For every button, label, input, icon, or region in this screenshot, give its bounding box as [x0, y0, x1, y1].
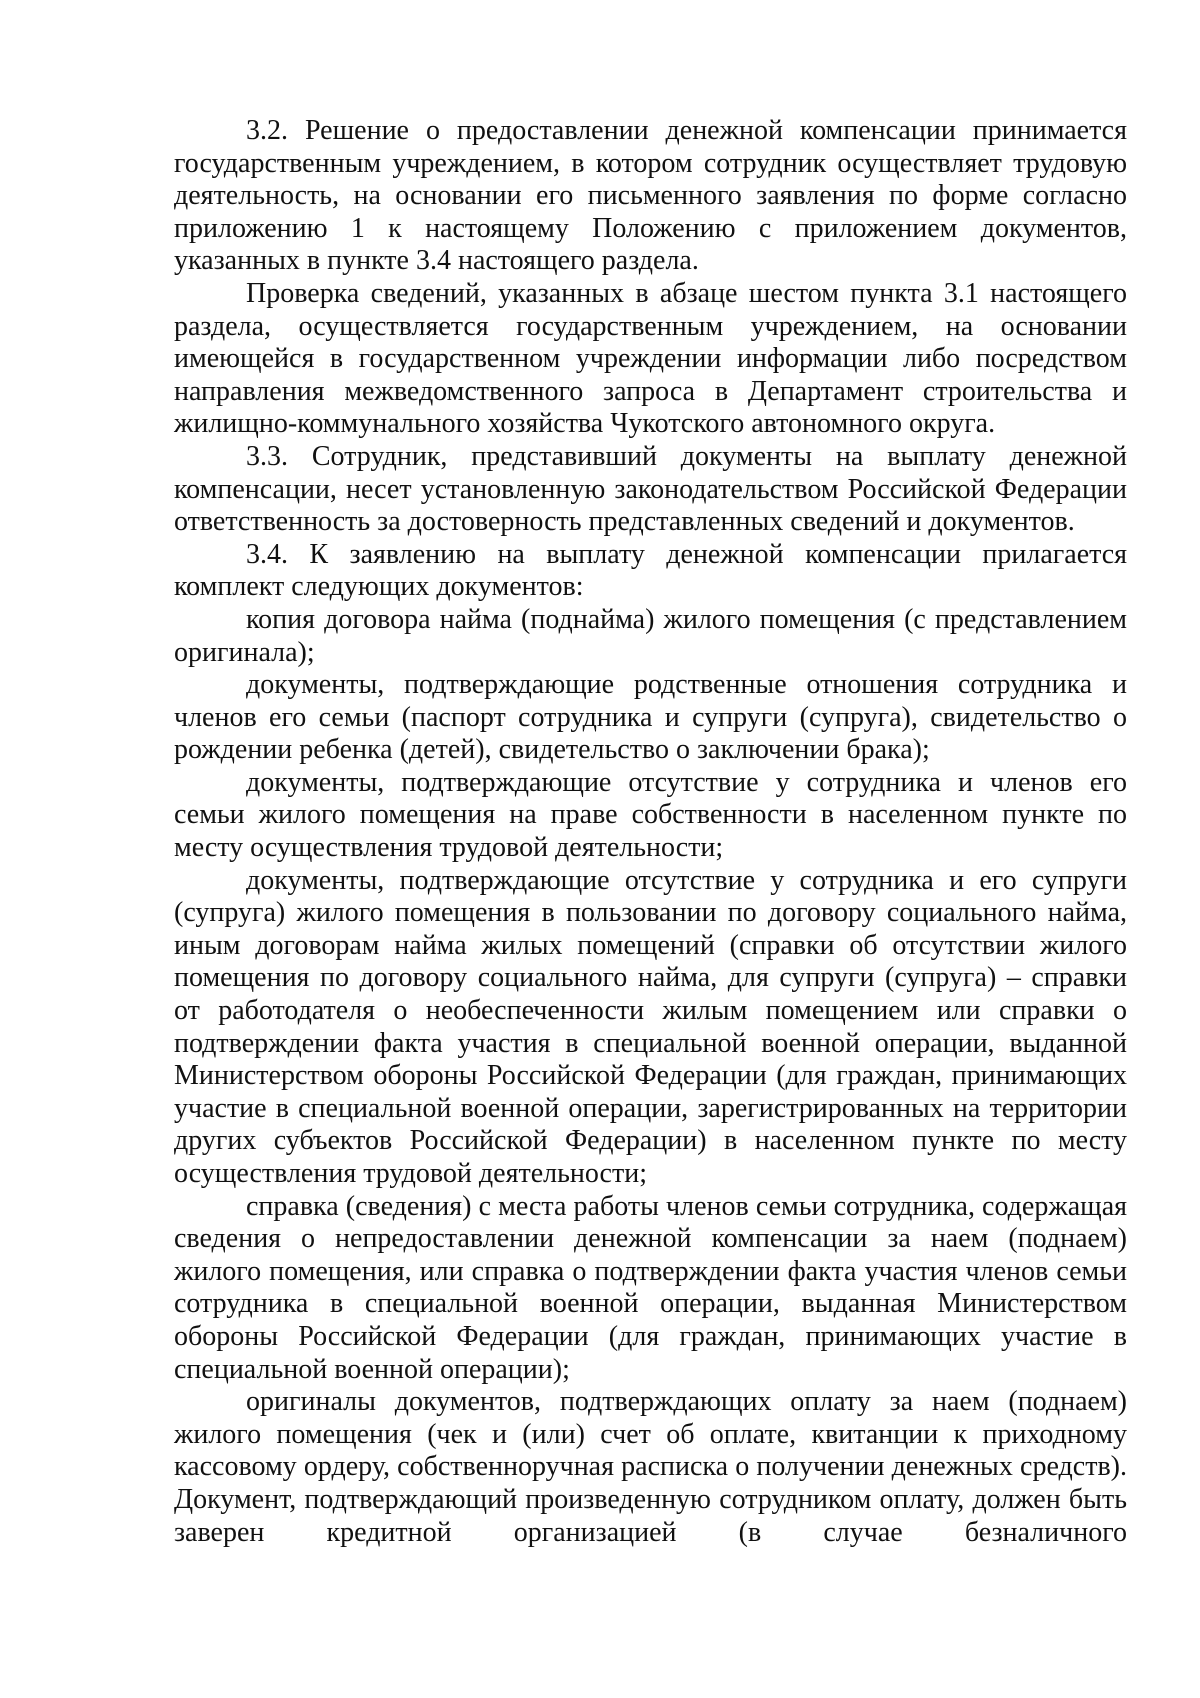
list-item-family-employment-certificate: справка (сведения) с места работы членов семьи сотрудника, содержащая сведения о непредоставлении денежной компенсации за наем (поднаем) жилого помещения, или справка о подтверждении факта участия членов семьи сотрудника в специальной военной операции, выданная Министерством обороны Российской Федерации (для граждан, принимающих участие в специальной военной операции); — [174, 1190, 1127, 1385]
document-body — [174, 115, 1127, 1549]
list-item-no-ownership-documents: документы, подтверждающие отсутствие у сотрудника и членов его семьи жилого помещения на праве собственности в населенном пункте по месту осуществления трудовой деятельности; — [174, 766, 1127, 864]
paragraph-3-3: 3.3. Сотрудник, представивший документы на выплату денежной компенсации, несет установленную законодательством Российской Федерации ответственность за достоверность представленных сведений и документов. — [174, 440, 1127, 538]
paragraph-3-4: 3.4. К заявлению на выплату денежной компенсации прилагается комплект следующих документов: — [174, 538, 1127, 603]
paragraph-3-2: 3.2. Решение о предоставлении денежной компенсации принимается государственным учреждением, в котором сотрудник осуществляет трудовую деятельность, на основании его письменного заявления по форме согласно приложению 1 к настоящему Положению с приложением документов, указанных в пункте 3.4 настоящего раздела. — [174, 115, 1127, 277]
list-item-payment-originals: оригиналы документов, подтверждающих оплату за наем (поднаем) жилого помещения (чек и (или) счет об оплате, квитанции к приходному кассовому ордеру, собственноручная расписка о получении денежных средств). Документ, подтверждающий произведенную сотрудником оплату, должен быть заверен кредитной организацией (в случае безналичного — [174, 1386, 1127, 1548]
list-item-no-social-lease-documents: документы, подтверждающие отсутствие у сотрудника и его супруги (супруга) жилого помещения в пользовании по договору социального найма, иным договорам найма жилых помещений (справки об отсутствии жилого помещения по договору социального найма, для супруги (супруга) – справки от работодателя о необеспеченности жилым помещением или справки о подтверждении факта участия в специальной военной операции, выданной Министерством обороны Российской Федерации (для граждан, принимающих участие в специальной военной операции, зарегистрированных на территории других субъектов Российской Федерации) в населенном пункте по месту осуществления трудовой деятельности; — [174, 864, 1127, 1189]
list-item-lease-copy: копия договора найма (поднайма) жилого помещения (с представлением оригинала); — [174, 603, 1127, 668]
list-item-kinship-documents: документы, подтверждающие родственные отношения сотрудника и членов его семьи (паспорт сотрудника и супруги (супруга), свидетельство о рождении ребенка (детей), свидетельство о заключении брака); — [174, 669, 1127, 766]
paragraph-verification: Проверка сведений, указанных в абзаце шестом пункта 3.1 настоящего раздела, осуществляется государственным учреждением, на основании имеющейся в государственном учреждении информации либо посредством направления межведомственного запроса в Департамент строительства и жилищно-коммунального хозяйства Чукотского автономного округа. — [174, 277, 1127, 440]
